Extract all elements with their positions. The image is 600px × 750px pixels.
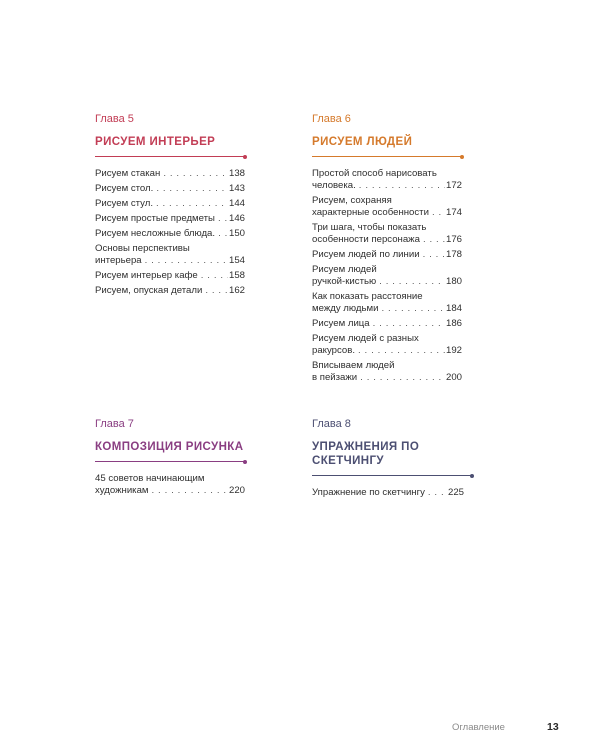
toc-entry-line bbox=[312, 318, 462, 330]
toc-entry[interactable] bbox=[95, 285, 245, 297]
dot-leader bbox=[356, 180, 445, 192]
toc-entry-line bbox=[312, 249, 462, 261]
toc-page-number: 143 bbox=[228, 183, 245, 194]
toc-entry-title: ручкой-кистью bbox=[312, 276, 377, 287]
chapter-6-block bbox=[312, 113, 462, 387]
toc-page-number: 176 bbox=[445, 234, 462, 245]
toc-entries bbox=[95, 473, 245, 497]
toc-page-number: 180 bbox=[445, 276, 462, 287]
toc-entry-line bbox=[95, 213, 245, 225]
chapter-7-block bbox=[95, 418, 245, 500]
dot-leader bbox=[420, 234, 445, 246]
toc-entry[interactable] bbox=[312, 264, 462, 288]
toc-entries bbox=[312, 487, 464, 499]
dot-leader bbox=[160, 168, 228, 180]
toc-entry-title: ракурсов. bbox=[312, 345, 356, 356]
toc-entry-title: 45 советов начинающим bbox=[95, 473, 205, 484]
toc-entry-line bbox=[95, 270, 245, 282]
toc-page-number: 150 bbox=[228, 228, 245, 239]
toc-entry[interactable] bbox=[312, 168, 462, 192]
chapter-title: УПРАЖНЕНИЯ ПО СКЕТЧИНГУ bbox=[312, 441, 420, 467]
toc-entry-title: Три шага, чтобы показать bbox=[312, 222, 427, 233]
dot-leader bbox=[370, 318, 445, 330]
toc-entry-title: Рисуем, опуская детали bbox=[95, 285, 203, 296]
toc-entry-line bbox=[312, 360, 462, 372]
toc-entry-title: характерные особенности bbox=[312, 207, 429, 218]
toc-entry[interactable] bbox=[95, 168, 245, 180]
toc-entry-title: Рисуем, сохраняя bbox=[312, 195, 392, 206]
footer-page-number: 13 bbox=[547, 721, 559, 733]
toc-entry-line bbox=[312, 333, 462, 345]
dot-leader bbox=[355, 345, 445, 357]
toc-entry[interactable] bbox=[312, 333, 462, 357]
toc-entry[interactable] bbox=[312, 291, 462, 315]
footer-section-title: Оглавление bbox=[452, 722, 505, 733]
toc-entry-line bbox=[95, 473, 245, 485]
toc-entry-line bbox=[95, 228, 245, 240]
toc-entry-line bbox=[312, 345, 462, 357]
toc-entry[interactable] bbox=[95, 198, 245, 210]
toc-entry-line bbox=[95, 285, 245, 297]
toc-entry-title: Упражнение по скетчингу bbox=[312, 487, 425, 498]
toc-entry[interactable] bbox=[95, 183, 245, 195]
toc-page-number: 158 bbox=[228, 270, 245, 281]
toc-entry-title: Рисуем интерьер кафе bbox=[95, 270, 198, 281]
toc-entry-title: человека. bbox=[312, 180, 356, 191]
toc-entry[interactable] bbox=[312, 195, 462, 219]
toc-entry-title: Рисуем стул. bbox=[95, 198, 153, 209]
toc-entry-title: Рисуем людей bbox=[312, 264, 377, 275]
toc-entry[interactable] bbox=[95, 473, 245, 497]
toc-entry[interactable] bbox=[95, 243, 245, 267]
toc-entry-line bbox=[312, 276, 462, 288]
dot-leader bbox=[215, 213, 228, 225]
toc-page-number: 186 bbox=[445, 318, 462, 329]
dot-leader bbox=[425, 487, 447, 499]
toc-page-number: 184 bbox=[445, 303, 462, 314]
chapter-5-block bbox=[95, 113, 245, 300]
toc-entry-line bbox=[312, 291, 462, 303]
chapter-label: Глава 5 bbox=[95, 113, 134, 125]
toc-entry-title: Простой способ нарисовать bbox=[312, 168, 437, 179]
toc-entry-title: Вписываем людей bbox=[312, 360, 395, 371]
toc-entry-title: Рисуем несложные блюда. bbox=[95, 228, 216, 239]
chapter-divider bbox=[95, 461, 245, 462]
toc-entry-title: Основы перспективы bbox=[95, 243, 190, 254]
toc-entry-line bbox=[312, 234, 462, 246]
toc-entry-title: Рисуем лица bbox=[312, 318, 370, 329]
toc-entry[interactable] bbox=[312, 222, 462, 246]
chapter-title: КОМПОЗИЦИЯ РИСУНКА bbox=[95, 441, 244, 453]
toc-entry-line bbox=[312, 372, 462, 384]
toc-entry-title: Рисуем стол. bbox=[95, 183, 154, 194]
toc-entry[interactable] bbox=[312, 249, 462, 261]
toc-entry-line bbox=[312, 487, 464, 499]
chapter-label: Глава 8 bbox=[312, 418, 351, 430]
toc-entries bbox=[312, 168, 462, 384]
toc-entry-title: Как показать расстояние bbox=[312, 291, 423, 302]
toc-page-number: 154 bbox=[228, 255, 245, 266]
toc-page-number: 174 bbox=[445, 207, 462, 218]
chapter-title: РИСУЕМ ЛЮДЕЙ bbox=[312, 136, 413, 148]
toc-entry[interactable] bbox=[95, 270, 245, 282]
toc-entry-line bbox=[312, 180, 462, 192]
toc-page-number: 162 bbox=[228, 285, 245, 296]
dot-leader bbox=[420, 249, 445, 261]
toc-page-number: 172 bbox=[445, 180, 462, 191]
toc-page-number: 200 bbox=[445, 372, 462, 383]
dot-leader bbox=[357, 372, 445, 384]
toc-page-number: 220 bbox=[228, 485, 245, 496]
dot-leader bbox=[429, 207, 445, 219]
toc-entry-line bbox=[95, 243, 245, 255]
toc-entry-line bbox=[95, 198, 245, 210]
toc-entry-title: в пейзажи bbox=[312, 372, 358, 383]
dot-leader bbox=[142, 255, 228, 267]
toc-entries bbox=[95, 168, 245, 297]
chapter-title: РИСУЕМ ИНТЕРЬЕР bbox=[95, 136, 216, 148]
dot-leader bbox=[198, 270, 228, 282]
toc-entry-title: Рисуем стакан bbox=[95, 168, 161, 179]
toc-page-number: 225 bbox=[447, 487, 464, 498]
toc-entry-line bbox=[95, 168, 245, 180]
toc-entry-line bbox=[312, 303, 462, 315]
toc-page-number: 144 bbox=[228, 198, 245, 209]
toc-entry[interactable] bbox=[312, 318, 462, 330]
chapter-divider bbox=[312, 475, 472, 476]
toc-entry-line bbox=[312, 195, 462, 207]
toc-entry-title: особенности персонажа bbox=[312, 234, 420, 245]
toc-entry[interactable] bbox=[95, 228, 245, 240]
toc-entry-title: Рисуем людей с разных bbox=[312, 333, 419, 344]
toc-entry[interactable] bbox=[95, 213, 245, 225]
toc-entry-line bbox=[95, 255, 245, 267]
toc-entry-line bbox=[312, 222, 462, 234]
toc-entry-line bbox=[312, 207, 462, 219]
toc-entry-title: Рисуем простые предметы bbox=[95, 213, 215, 224]
toc-entry-title: Рисуем людей по линии bbox=[312, 249, 420, 260]
toc-entry-title: между людьми bbox=[312, 303, 379, 314]
dot-leader bbox=[378, 303, 445, 315]
toc-page-number: 192 bbox=[445, 345, 462, 356]
toc-page-number: 138 bbox=[228, 168, 245, 179]
chapter-label: Глава 6 bbox=[312, 113, 351, 125]
chapter-label: Глава 7 bbox=[95, 418, 134, 430]
chapter-8-block bbox=[312, 418, 472, 502]
toc-entry-line bbox=[95, 485, 245, 497]
dot-leader bbox=[153, 183, 228, 195]
dot-leader bbox=[376, 276, 445, 288]
dot-leader bbox=[153, 198, 228, 210]
toc-page-number: 146 bbox=[228, 213, 245, 224]
toc-entry-title: интерьера bbox=[95, 255, 142, 266]
toc-page-number: 178 bbox=[445, 249, 462, 260]
toc-entry-line bbox=[312, 264, 462, 276]
toc-entry[interactable] bbox=[312, 487, 464, 499]
dot-leader bbox=[202, 285, 228, 297]
chapter-divider bbox=[95, 156, 245, 157]
dot-leader bbox=[215, 228, 228, 240]
toc-entry-title: художникам bbox=[95, 485, 149, 496]
toc-entry-line bbox=[95, 183, 245, 195]
dot-leader bbox=[149, 485, 228, 497]
toc-entry[interactable] bbox=[312, 360, 462, 384]
chapter-divider bbox=[312, 156, 462, 157]
toc-entry-line bbox=[312, 168, 462, 180]
